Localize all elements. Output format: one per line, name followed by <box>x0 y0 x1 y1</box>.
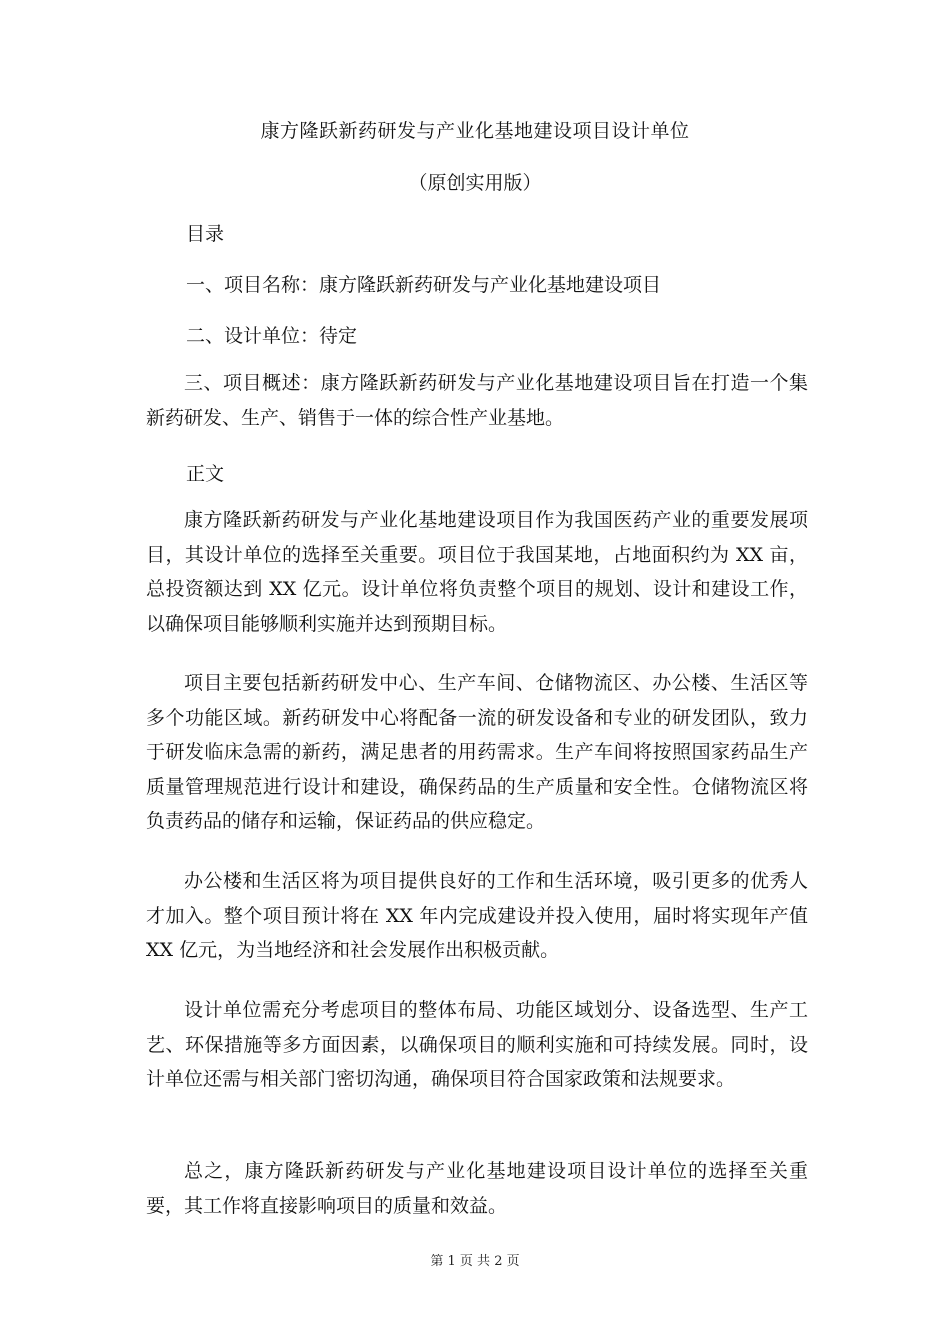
paragraph-office-living: 办公楼和生活区将为项目提供良好的工作和生活环境，吸引更多的优秀人才加入。整个项目预计将在 XX 年内完成建设并投入使用，届时将实现年产值 XX 亿元，为当地经济和社会发展作出积极贡献。 <box>146 870 808 961</box>
toc-heading: 目录 <box>186 223 225 245</box>
paragraph-conclusion: 总之，康方隆跃新药研发与产业化基地建设项目设计单位的选择至关重要，其工作将直接影响项目的质量和效益。 <box>146 1160 808 1217</box>
toc-item-project-name: 一、项目名称：康方隆跃新药研发与产业化基地建设项目 <box>186 274 662 296</box>
document-subtitle: （原创实用版） <box>408 172 542 194</box>
paragraph-design-considerations: 设计单位需充分考虑项目的整体布局、功能区域划分、设备选型、生产工艺、环保措施等多方面因素，以确保项目的顺利实施和可持续发展。同时，设计单位还需与相关部门密切沟通，确保项目符合国家政策和法规要求。 <box>146 999 808 1090</box>
body-heading: 正文 <box>186 463 225 485</box>
toc-item-design-unit: 二、设计单位：待定 <box>186 325 358 347</box>
paragraph-functional-areas: 项目主要包括新药研发中心、生产车间、仓储物流区、办公楼、生活区等多个功能区域。新药研发中心将配备一流的研发设备和专业的研发团队，致力于研发临床急需的新药，满足患者的用药需求。生产车间将按照国家药品生产质量管理规范进行设计和建设，确保药品的生产质量和安全性。仓储物流区将负责药品的储存和运输，保证药品的供应稳定。 <box>146 672 808 832</box>
toc-item-overview: 三、项目概述：康方隆跃新药研发与产业化基地建设项目旨在打造一个集新药研发、生产、销售于一体的综合性产业基地。 <box>146 372 808 429</box>
page-number-footer: 第 1 页 共 2 页 <box>430 1254 520 1269</box>
document-title: 康方隆跃新药研发与产业化基地建设项目设计单位 <box>260 120 690 142</box>
paragraph-intro: 康方隆跃新药研发与产业化基地建设项目作为我国医药产业的重要发展项目，其设计单位的选择至关重要。项目位于我国某地，占地面积约为 XX 亩，总投资额达到 XX 亿元。设计单位将负责整个项目的规划、设计和建设工作，以确保项目能够顺利实施并达到预期目标。 <box>146 509 808 635</box>
